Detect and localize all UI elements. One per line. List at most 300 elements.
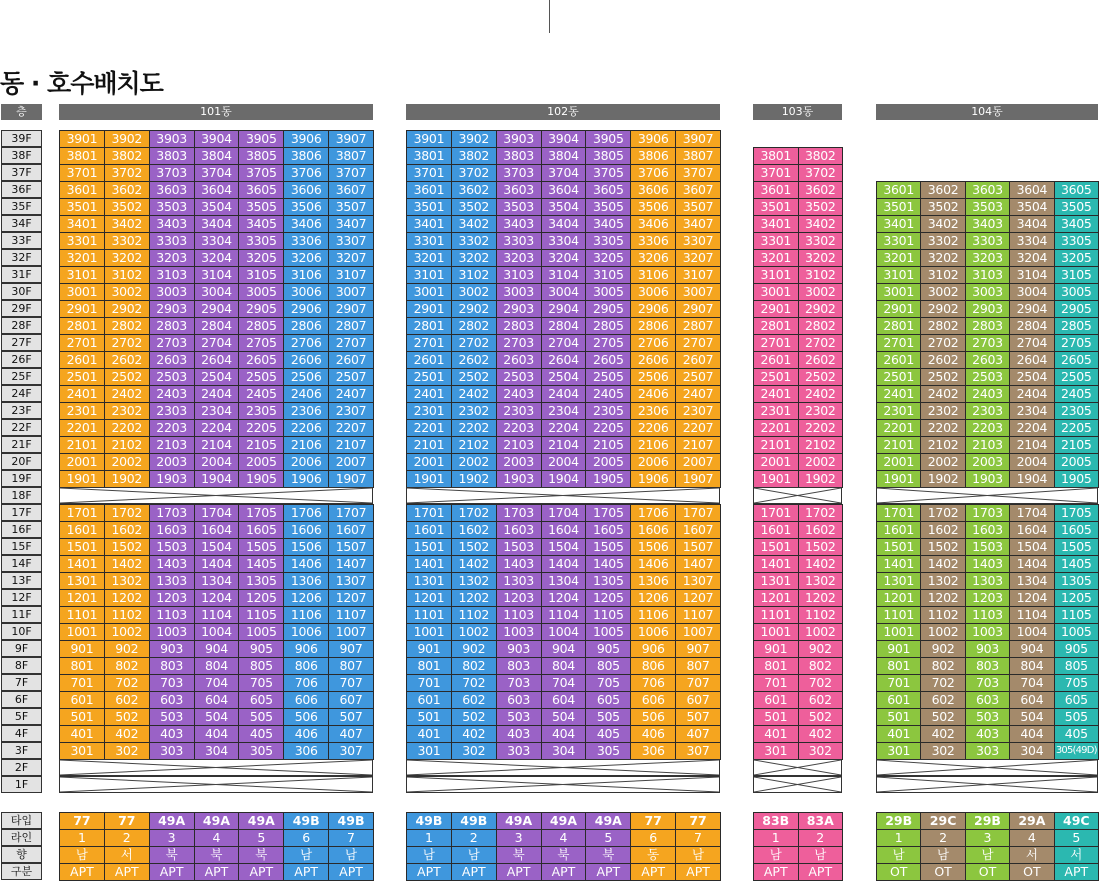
- unit-cell[interactable]: 1202: [920, 589, 965, 607]
- unit-cell[interactable]: 2501: [59, 368, 105, 386]
- unit-cell[interactable]: 602: [798, 691, 844, 709]
- unit-cell[interactable]: 2002: [451, 453, 497, 471]
- unit-cell[interactable]: 3401: [753, 215, 799, 233]
- unit-cell[interactable]: 1302: [104, 572, 150, 590]
- unit-cell[interactable]: 805: [238, 657, 284, 675]
- unit-cell[interactable]: 2301: [59, 402, 105, 420]
- unit-cell[interactable]: 802: [104, 657, 150, 675]
- unit-cell[interactable]: 2403: [149, 385, 195, 403]
- unit-cell[interactable]: 3802: [104, 147, 150, 165]
- unit-cell[interactable]: 3302: [920, 232, 965, 250]
- unit-cell[interactable]: 303: [496, 742, 542, 760]
- unit-cell[interactable]: 707: [675, 674, 721, 692]
- unit-cell[interactable]: 1103: [149, 606, 195, 624]
- unit-cell[interactable]: 1905: [585, 470, 631, 488]
- unit-cell[interactable]: 307: [675, 742, 721, 760]
- unit-cell[interactable]: 1304: [194, 572, 240, 590]
- unit-cell[interactable]: 1602: [451, 521, 497, 539]
- unit-cell[interactable]: 2505: [585, 368, 631, 386]
- unit-cell[interactable]: 2204: [1009, 419, 1054, 437]
- unit-cell[interactable]: 2704: [541, 334, 587, 352]
- unit-cell[interactable]: 3204: [194, 249, 240, 267]
- unit-cell[interactable]: 403: [965, 725, 1010, 743]
- unit-cell[interactable]: 1003: [149, 623, 195, 641]
- unit-cell[interactable]: 3806: [283, 147, 329, 165]
- unit-cell[interactable]: 3304: [1009, 232, 1054, 250]
- unit-cell[interactable]: 1003: [965, 623, 1010, 641]
- unit-cell[interactable]: 2306: [630, 402, 676, 420]
- unit-cell[interactable]: 2405: [238, 385, 284, 403]
- unit-cell[interactable]: 1605: [1054, 521, 1099, 539]
- unit-cell[interactable]: 1005: [1054, 623, 1099, 641]
- unit-cell[interactable]: 3102: [920, 266, 965, 284]
- unit-cell[interactable]: 2701: [876, 334, 921, 352]
- unit-cell[interactable]: 1201: [59, 589, 105, 607]
- unit-cell[interactable]: 2101: [876, 436, 921, 454]
- unit-cell[interactable]: 1904: [194, 470, 240, 488]
- unit-cell[interactable]: 1106: [630, 606, 676, 624]
- unit-cell[interactable]: 801: [59, 657, 105, 675]
- unit-cell[interactable]: 2405: [1054, 385, 1099, 403]
- unit-cell[interactable]: 3102: [798, 266, 844, 284]
- unit-cell[interactable]: 1004: [194, 623, 240, 641]
- unit-cell[interactable]: 1401: [876, 555, 921, 573]
- unit-cell[interactable]: 301: [753, 742, 799, 760]
- unit-cell[interactable]: 3004: [1009, 283, 1054, 301]
- unit-cell[interactable]: 3105: [585, 266, 631, 284]
- unit-cell[interactable]: 1603: [965, 521, 1010, 539]
- unit-cell[interactable]: 3101: [753, 266, 799, 284]
- unit-cell[interactable]: 3101: [59, 266, 105, 284]
- unit-cell[interactable]: 604: [1009, 691, 1054, 709]
- unit-cell[interactable]: 3202: [798, 249, 844, 267]
- unit-cell[interactable]: 904: [194, 640, 240, 658]
- unit-cell[interactable]: 2202: [451, 419, 497, 437]
- unit-cell[interactable]: 2203: [965, 419, 1010, 437]
- unit-cell[interactable]: 3501: [876, 198, 921, 216]
- unit-cell[interactable]: 2305: [238, 402, 284, 420]
- unit-cell[interactable]: 1207: [675, 589, 721, 607]
- unit-cell[interactable]: 2403: [496, 385, 542, 403]
- unit-cell[interactable]: 1703: [149, 504, 195, 522]
- unit-cell[interactable]: 1602: [920, 521, 965, 539]
- unit-cell[interactable]: 2606: [630, 351, 676, 369]
- unit-cell[interactable]: 3001: [753, 283, 799, 301]
- unit-cell[interactable]: 2005: [1054, 453, 1099, 471]
- unit-cell[interactable]: 504: [194, 708, 240, 726]
- unit-cell[interactable]: 903: [496, 640, 542, 658]
- unit-cell[interactable]: 603: [965, 691, 1010, 709]
- unit-cell[interactable]: 2403: [965, 385, 1010, 403]
- unit-cell[interactable]: 2206: [630, 419, 676, 437]
- unit-cell[interactable]: 2105: [238, 436, 284, 454]
- unit-cell[interactable]: 1502: [798, 538, 844, 556]
- unit-cell[interactable]: 3601: [406, 181, 452, 199]
- unit-cell[interactable]: 2703: [149, 334, 195, 352]
- unit-cell[interactable]: 2901: [59, 300, 105, 318]
- unit-cell[interactable]: 2406: [283, 385, 329, 403]
- unit-cell[interactable]: 604: [194, 691, 240, 709]
- unit-cell[interactable]: 3806: [630, 147, 676, 165]
- unit-cell[interactable]: 1205: [1054, 589, 1099, 607]
- unit-cell[interactable]: 2501: [753, 368, 799, 386]
- unit-cell[interactable]: 902: [104, 640, 150, 658]
- unit-cell[interactable]: 3602: [920, 181, 965, 199]
- unit-cell[interactable]: 1402: [451, 555, 497, 573]
- unit-cell[interactable]: 3907: [675, 130, 721, 148]
- unit-cell[interactable]: 502: [798, 708, 844, 726]
- unit-cell[interactable]: 904: [541, 640, 587, 658]
- unit-cell[interactable]: 2304: [194, 402, 240, 420]
- unit-cell[interactable]: 2107: [328, 436, 374, 454]
- unit-cell[interactable]: 3303: [149, 232, 195, 250]
- unit-cell[interactable]: 1506: [630, 538, 676, 556]
- unit-cell[interactable]: 302: [920, 742, 965, 760]
- unit-cell[interactable]: 1203: [965, 589, 1010, 607]
- unit-cell[interactable]: 304: [194, 742, 240, 760]
- unit-cell[interactable]: 2106: [283, 436, 329, 454]
- unit-cell[interactable]: 2006: [630, 453, 676, 471]
- unit-cell[interactable]: 806: [283, 657, 329, 675]
- unit-cell[interactable]: 2502: [920, 368, 965, 386]
- unit-cell[interactable]: 1107: [328, 606, 374, 624]
- unit-cell[interactable]: 2601: [753, 351, 799, 369]
- unit-cell[interactable]: 3005: [585, 283, 631, 301]
- unit-cell[interactable]: 3906: [630, 130, 676, 148]
- unit-cell[interactable]: 2204: [541, 419, 587, 437]
- unit-cell[interactable]: 2505: [1054, 368, 1099, 386]
- unit-cell[interactable]: 2701: [59, 334, 105, 352]
- unit-cell[interactable]: 3307: [675, 232, 721, 250]
- unit-cell[interactable]: 406: [283, 725, 329, 743]
- unit-cell[interactable]: 1702: [920, 504, 965, 522]
- unit-cell[interactable]: 2605: [1054, 351, 1099, 369]
- unit-cell[interactable]: 3205: [1054, 249, 1099, 267]
- unit-cell[interactable]: 3702: [451, 164, 497, 182]
- unit-cell[interactable]: 2702: [451, 334, 497, 352]
- unit-cell[interactable]: 501: [753, 708, 799, 726]
- unit-cell[interactable]: 402: [451, 725, 497, 743]
- unit-cell[interactable]: 3507: [328, 198, 374, 216]
- unit-cell[interactable]: 2603: [149, 351, 195, 369]
- unit-cell[interactable]: 2704: [194, 334, 240, 352]
- unit-cell[interactable]: 1006: [283, 623, 329, 641]
- unit-cell[interactable]: 2902: [798, 300, 844, 318]
- unit-cell[interactable]: 3803: [496, 147, 542, 165]
- unit-cell[interactable]: 1601: [59, 521, 105, 539]
- unit-cell[interactable]: 3003: [965, 283, 1010, 301]
- unit-cell[interactable]: 1502: [920, 538, 965, 556]
- unit-cell[interactable]: 1901: [406, 470, 452, 488]
- unit-cell[interactable]: 805: [1054, 657, 1099, 675]
- unit-cell[interactable]: 3502: [104, 198, 150, 216]
- unit-cell[interactable]: 1505: [238, 538, 284, 556]
- unit-cell[interactable]: 1602: [104, 521, 150, 539]
- unit-cell[interactable]: 3005: [238, 283, 284, 301]
- unit-cell[interactable]: 3705: [585, 164, 631, 182]
- unit-cell[interactable]: 3606: [283, 181, 329, 199]
- unit-cell[interactable]: 2501: [876, 368, 921, 386]
- unit-cell[interactable]: 2702: [798, 334, 844, 352]
- unit-cell[interactable]: 3507: [675, 198, 721, 216]
- unit-cell[interactable]: 705: [585, 674, 631, 692]
- unit-cell[interactable]: 3805: [585, 147, 631, 165]
- unit-cell[interactable]: 3802: [798, 147, 844, 165]
- unit-cell[interactable]: 3403: [149, 215, 195, 233]
- unit-cell[interactable]: 901: [59, 640, 105, 658]
- unit-cell[interactable]: 807: [675, 657, 721, 675]
- unit-cell[interactable]: 1605: [585, 521, 631, 539]
- unit-cell[interactable]: 2203: [496, 419, 542, 437]
- unit-cell[interactable]: 1903: [965, 470, 1010, 488]
- unit-cell[interactable]: 1902: [451, 470, 497, 488]
- unit-cell[interactable]: 1007: [675, 623, 721, 641]
- unit-cell[interactable]: 401: [876, 725, 921, 743]
- unit-cell[interactable]: 801: [406, 657, 452, 675]
- unit-cell[interactable]: 2703: [965, 334, 1010, 352]
- unit-cell[interactable]: 3106: [630, 266, 676, 284]
- unit-cell[interactable]: 2701: [753, 334, 799, 352]
- unit-cell[interactable]: 1303: [149, 572, 195, 590]
- unit-cell[interactable]: 1101: [406, 606, 452, 624]
- unit-cell[interactable]: 502: [920, 708, 965, 726]
- unit-cell[interactable]: 1605: [238, 521, 284, 539]
- unit-cell[interactable]: 2206: [283, 419, 329, 437]
- unit-cell[interactable]: 3202: [920, 249, 965, 267]
- unit-cell[interactable]: 1102: [451, 606, 497, 624]
- unit-cell[interactable]: 2306: [283, 402, 329, 420]
- unit-cell[interactable]: 804: [541, 657, 587, 675]
- unit-cell[interactable]: 3501: [59, 198, 105, 216]
- unit-cell[interactable]: 602: [920, 691, 965, 709]
- unit-cell[interactable]: 3603: [496, 181, 542, 199]
- unit-cell[interactable]: 2707: [675, 334, 721, 352]
- unit-cell[interactable]: 2005: [585, 453, 631, 471]
- unit-cell[interactable]: 2104: [1009, 436, 1054, 454]
- unit-cell[interactable]: 1102: [104, 606, 150, 624]
- unit-cell[interactable]: 803: [149, 657, 195, 675]
- unit-cell[interactable]: 1107: [675, 606, 721, 624]
- unit-cell[interactable]: 701: [753, 674, 799, 692]
- unit-cell[interactable]: 1901: [753, 470, 799, 488]
- unit-cell[interactable]: 3602: [451, 181, 497, 199]
- unit-cell[interactable]: 2302: [104, 402, 150, 420]
- unit-cell[interactable]: 1103: [965, 606, 1010, 624]
- unit-cell[interactable]: 2005: [238, 453, 284, 471]
- unit-cell[interactable]: 2205: [238, 419, 284, 437]
- unit-cell[interactable]: 2001: [59, 453, 105, 471]
- unit-cell[interactable]: 2105: [585, 436, 631, 454]
- unit-cell[interactable]: 2401: [59, 385, 105, 403]
- unit-cell[interactable]: 1401: [406, 555, 452, 573]
- unit-cell[interactable]: 3006: [283, 283, 329, 301]
- unit-cell[interactable]: 3504: [541, 198, 587, 216]
- unit-cell[interactable]: 1406: [283, 555, 329, 573]
- unit-cell[interactable]: 3504: [194, 198, 240, 216]
- unit-cell[interactable]: 3003: [496, 283, 542, 301]
- unit-cell[interactable]: 3103: [149, 266, 195, 284]
- unit-cell[interactable]: 407: [328, 725, 374, 743]
- unit-cell[interactable]: 1504: [541, 538, 587, 556]
- unit-cell[interactable]: 603: [496, 691, 542, 709]
- unit-cell[interactable]: 1206: [283, 589, 329, 607]
- unit-cell[interactable]: 601: [406, 691, 452, 709]
- unit-cell[interactable]: 2603: [965, 351, 1010, 369]
- unit-cell[interactable]: 1204: [194, 589, 240, 607]
- unit-cell[interactable]: 403: [496, 725, 542, 743]
- unit-cell[interactable]: 2407: [328, 385, 374, 403]
- unit-cell[interactable]: 601: [876, 691, 921, 709]
- unit-cell[interactable]: 3302: [451, 232, 497, 250]
- unit-cell[interactable]: 2103: [965, 436, 1010, 454]
- unit-cell[interactable]: 3204: [541, 249, 587, 267]
- unit-cell[interactable]: 1003: [496, 623, 542, 641]
- unit-cell[interactable]: 1305: [238, 572, 284, 590]
- unit-cell[interactable]: 3305: [238, 232, 284, 250]
- unit-cell[interactable]: 3306: [283, 232, 329, 250]
- unit-cell[interactable]: 402: [798, 725, 844, 743]
- unit-cell[interactable]: 1405: [1054, 555, 1099, 573]
- unit-cell[interactable]: 2902: [104, 300, 150, 318]
- unit-cell[interactable]: 306: [630, 742, 676, 760]
- unit-cell[interactable]: 3407: [675, 215, 721, 233]
- unit-cell[interactable]: 2001: [406, 453, 452, 471]
- unit-cell[interactable]: 2004: [1009, 453, 1054, 471]
- unit-cell[interactable]: 3001: [876, 283, 921, 301]
- unit-cell[interactable]: 1002: [798, 623, 844, 641]
- unit-cell[interactable]: 1404: [1009, 555, 1054, 573]
- unit-cell[interactable]: 701: [876, 674, 921, 692]
- unit-cell[interactable]: 1701: [876, 504, 921, 522]
- unit-cell[interactable]: 1202: [451, 589, 497, 607]
- unit-cell[interactable]: 3902: [451, 130, 497, 148]
- unit-cell[interactable]: 3101: [876, 266, 921, 284]
- unit-cell[interactable]: 3703: [496, 164, 542, 182]
- unit-cell[interactable]: 802: [451, 657, 497, 675]
- unit-cell[interactable]: 405: [585, 725, 631, 743]
- unit-cell[interactable]: 3601: [753, 181, 799, 199]
- unit-cell[interactable]: 2102: [798, 436, 844, 454]
- unit-cell[interactable]: 2103: [149, 436, 195, 454]
- unit-cell[interactable]: 1703: [496, 504, 542, 522]
- unit-cell[interactable]: 901: [876, 640, 921, 658]
- unit-cell[interactable]: 905: [585, 640, 631, 658]
- unit-cell[interactable]: 1904: [541, 470, 587, 488]
- unit-cell[interactable]: 504: [1009, 708, 1054, 726]
- unit-cell[interactable]: 1501: [753, 538, 799, 556]
- unit-cell[interactable]: 2606: [283, 351, 329, 369]
- unit-cell[interactable]: 3207: [675, 249, 721, 267]
- unit-cell[interactable]: 1903: [149, 470, 195, 488]
- unit-cell[interactable]: 3807: [675, 147, 721, 165]
- unit-cell[interactable]: 2301: [406, 402, 452, 420]
- unit-cell[interactable]: 3401: [406, 215, 452, 233]
- unit-cell[interactable]: 1307: [675, 572, 721, 590]
- unit-cell[interactable]: 3801: [753, 147, 799, 165]
- unit-cell[interactable]: 1702: [104, 504, 150, 522]
- unit-cell[interactable]: 2806: [283, 317, 329, 335]
- unit-cell[interactable]: 3002: [104, 283, 150, 301]
- unit-cell[interactable]: 906: [283, 640, 329, 658]
- unit-cell[interactable]: 303: [965, 742, 1010, 760]
- unit-cell[interactable]: 3107: [675, 266, 721, 284]
- unit-cell[interactable]: 1603: [496, 521, 542, 539]
- unit-cell[interactable]: 404: [1009, 725, 1054, 743]
- unit-cell[interactable]: 1304: [1009, 572, 1054, 590]
- unit-cell[interactable]: 405: [238, 725, 284, 743]
- unit-cell[interactable]: 2305: [1054, 402, 1099, 420]
- unit-cell[interactable]: 401: [59, 725, 105, 743]
- unit-cell[interactable]: 601: [753, 691, 799, 709]
- unit-cell[interactable]: 1401: [59, 555, 105, 573]
- unit-cell[interactable]: 2202: [920, 419, 965, 437]
- unit-cell[interactable]: 3004: [194, 283, 240, 301]
- unit-cell[interactable]: 1201: [876, 589, 921, 607]
- unit-cell[interactable]: 2503: [965, 368, 1010, 386]
- unit-cell[interactable]: 2201: [753, 419, 799, 437]
- unit-cell[interactable]: 2806: [630, 317, 676, 335]
- unit-cell[interactable]: 3204: [1009, 249, 1054, 267]
- unit-cell[interactable]: 3301: [753, 232, 799, 250]
- unit-cell[interactable]: 3406: [283, 215, 329, 233]
- unit-cell[interactable]: 3802: [451, 147, 497, 165]
- unit-cell[interactable]: 2105: [1054, 436, 1099, 454]
- unit-cell[interactable]: 2602: [104, 351, 150, 369]
- unit-cell[interactable]: 1507: [675, 538, 721, 556]
- unit-cell[interactable]: 1306: [630, 572, 676, 590]
- unit-cell[interactable]: 2307: [328, 402, 374, 420]
- unit-cell[interactable]: 502: [104, 708, 150, 726]
- unit-cell[interactable]: 2003: [965, 453, 1010, 471]
- unit-cell[interactable]: 3902: [104, 130, 150, 148]
- unit-cell[interactable]: 1405: [585, 555, 631, 573]
- unit-cell[interactable]: 3706: [283, 164, 329, 182]
- unit-cell[interactable]: 2605: [238, 351, 284, 369]
- unit-cell[interactable]: 3502: [920, 198, 965, 216]
- unit-cell[interactable]: 604: [541, 691, 587, 709]
- unit-cell[interactable]: 305: [238, 742, 284, 760]
- unit-cell[interactable]: 1903: [496, 470, 542, 488]
- unit-cell[interactable]: 1907: [675, 470, 721, 488]
- unit-cell[interactable]: 3304: [194, 232, 240, 250]
- unit-cell[interactable]: 2506: [630, 368, 676, 386]
- unit-cell[interactable]: 302: [104, 742, 150, 760]
- unit-cell[interactable]: 3205: [238, 249, 284, 267]
- unit-cell[interactable]: 3502: [451, 198, 497, 216]
- unit-cell[interactable]: 1905: [238, 470, 284, 488]
- unit-cell[interactable]: 3801: [59, 147, 105, 165]
- unit-cell[interactable]: 2801: [876, 317, 921, 335]
- unit-cell[interactable]: 606: [630, 691, 676, 709]
- unit-cell[interactable]: 3903: [149, 130, 195, 148]
- unit-cell[interactable]: 1002: [451, 623, 497, 641]
- unit-cell[interactable]: 1004: [1009, 623, 1054, 641]
- unit-cell[interactable]: 404: [194, 725, 240, 743]
- unit-cell[interactable]: 2504: [194, 368, 240, 386]
- unit-cell[interactable]: 2805: [238, 317, 284, 335]
- unit-cell[interactable]: 3102: [104, 266, 150, 284]
- unit-cell[interactable]: 705: [1054, 674, 1099, 692]
- unit-cell[interactable]: 3501: [753, 198, 799, 216]
- unit-cell[interactable]: 1705: [585, 504, 631, 522]
- unit-cell[interactable]: 1101: [876, 606, 921, 624]
- unit-cell[interactable]: 1601: [753, 521, 799, 539]
- unit-cell[interactable]: 1606: [630, 521, 676, 539]
- unit-cell[interactable]: 2601: [59, 351, 105, 369]
- unit-cell[interactable]: 3606: [630, 181, 676, 199]
- unit-cell[interactable]: 3602: [104, 181, 150, 199]
- unit-cell[interactable]: 1404: [194, 555, 240, 573]
